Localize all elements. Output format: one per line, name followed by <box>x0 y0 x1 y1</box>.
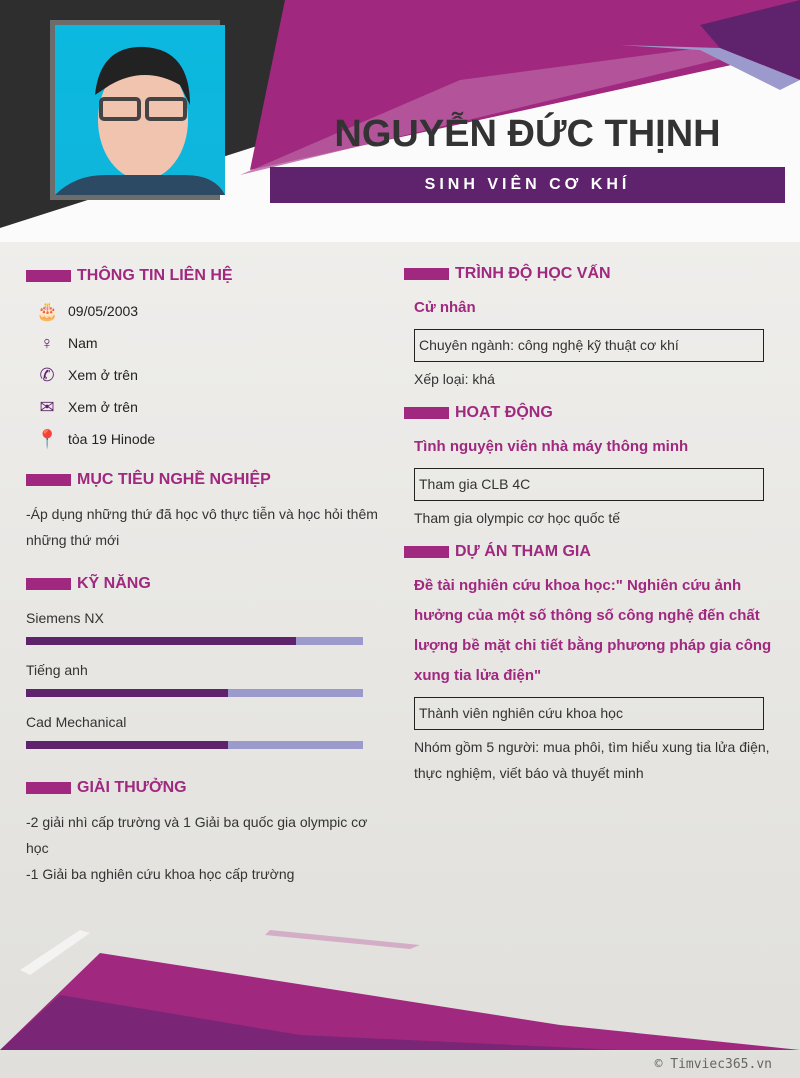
location-icon: 📍 <box>36 428 59 449</box>
skill-bar <box>26 741 363 749</box>
profile-photo <box>50 20 220 200</box>
section-skills-heading: KỸ NĂNG <box>26 573 386 595</box>
skill-bar-fill <box>26 689 228 697</box>
activity-name: Tình nguyện viên nhà máy thông minh <box>414 438 689 455</box>
phone-icon: ✆ <box>39 364 55 385</box>
contact-birthday: 🎂 09/05/2003 <box>36 300 139 321</box>
education-major: Chuyên ngành: công nghệ kỹ thuật cơ khí <box>414 329 764 362</box>
contact-email: ✉ Xem ở trên <box>36 391 386 423</box>
footer-credit: © Timviec365.vn <box>654 1057 772 1072</box>
project-desc: Nhóm gồm 5 người: mua phôi, tìm hiểu xung tia lửa điện, thực nghiệm, viết báo và thuyết minh <box>414 739 770 781</box>
left-column <box>26 265 386 887</box>
activity-role: Tham gia CLB 4C <box>414 468 764 501</box>
right-column <box>404 263 794 786</box>
skill-bar-fill <box>26 741 228 749</box>
skill-name: Cad Mechanical <box>26 714 127 730</box>
header <box>0 0 800 242</box>
section-awards-heading: GIẢI THƯỞNG <box>26 777 386 799</box>
activity-desc: Tham gia olympic cơ học quốc tế <box>414 510 621 526</box>
gender-icon: ♀ <box>40 332 54 353</box>
project-name: Đề tài nghiên cứu khoa học:" Nghiên cứu ảnh hưởng của một số thông số công nghệ đến chất lượng bề mặt chi tiết bằng phương pháp gia công xung tia lửa điện" <box>414 577 772 684</box>
contact-phone: ✆ Xem ở trên <box>36 359 386 391</box>
education-degree: Cử nhân <box>414 299 476 316</box>
footer-decoration <box>0 925 800 1055</box>
skill-bar <box>26 689 363 697</box>
skill-name: Siemens NX <box>26 610 104 626</box>
contact-address: 📍 tòa 19 Hinode <box>36 428 156 449</box>
section-projects-heading: DỰ ÁN THAM GIA <box>404 541 794 563</box>
email-icon: ✉ <box>39 396 55 417</box>
section-activities-heading: HOẠT ĐỘNG <box>404 402 794 424</box>
objective-text: -Áp dụng những thứ đã học vô thực tiễn và học hỏi thêm những thứ mới <box>26 506 378 548</box>
education-grade: Xếp loại: khá <box>414 371 495 387</box>
skill-bar-fill <box>26 637 296 645</box>
section-education-heading: TRÌNH ĐỘ HỌC VẤN <box>404 263 794 285</box>
contact-gender: ♀ Nam <box>36 327 386 359</box>
birthday-cake-icon: 🎂 <box>36 300 59 321</box>
section-objective-heading: MỤC TIÊU NGHỀ NGHIỆP <box>26 469 386 491</box>
job-title: SINH VIÊN CƠ KHÍ <box>270 167 785 203</box>
skill-name: Tiếng anh <box>26 662 88 678</box>
award-item: -2 giải nhì cấp trường và 1 Giải ba quốc gia olympic cơ học <box>26 814 368 856</box>
skill-bar <box>26 637 363 645</box>
project-role: Thành viên nghiên cứu khoa học <box>414 697 764 730</box>
award-item: -1 Giải ba nghiên cứu khoa học cấp trường <box>26 866 295 882</box>
candidate-name: NGUYỄN ĐỨC THỊNH <box>334 113 721 155</box>
section-contact-heading: THÔNG TIN LIÊN HỆ <box>26 265 386 287</box>
